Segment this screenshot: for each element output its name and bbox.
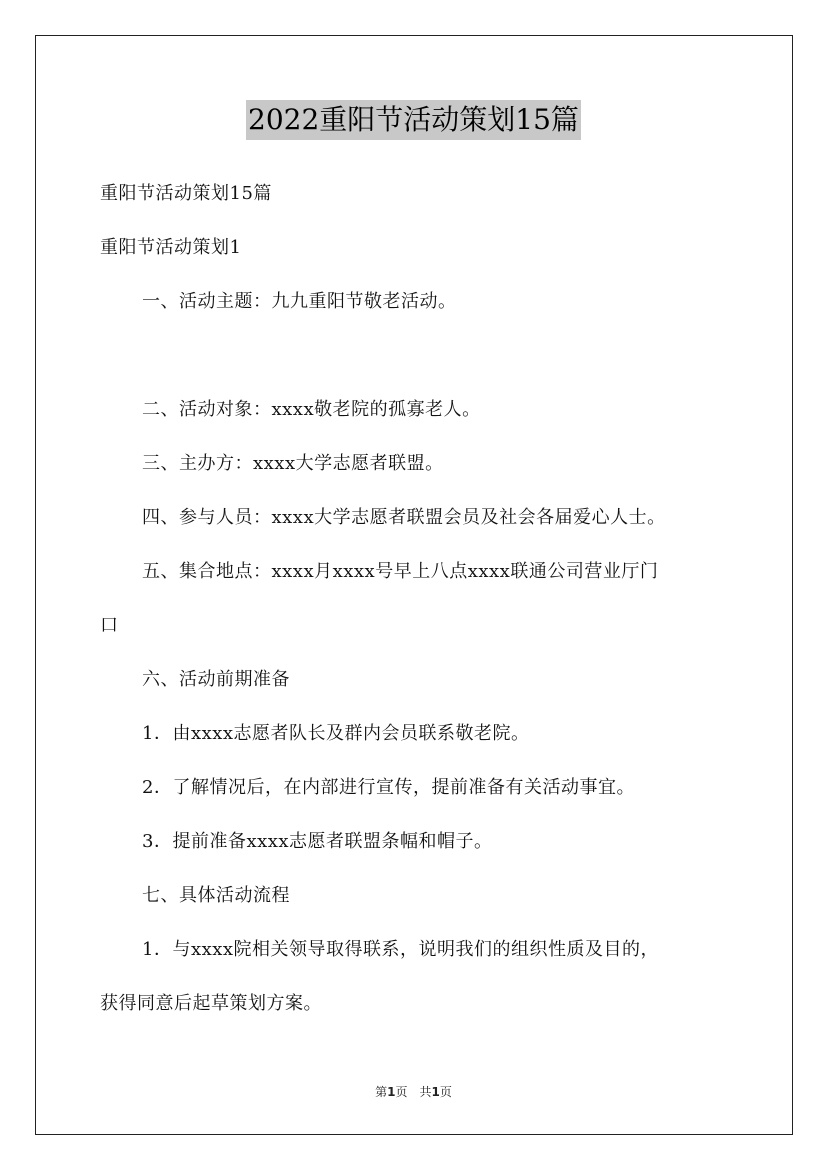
paragraph-prep-3: 3．提前准备xxxx志愿者联盟条幅和帽子。 bbox=[142, 831, 493, 852]
paragraph-prep-1: 1．由xxxx志愿者队长及群内会员联系敬老院。 bbox=[142, 723, 530, 744]
paragraph-prep-2: 2．了解情况后，在内部进行宣传，提前准备有关活动事宜。 bbox=[142, 777, 635, 798]
paragraph-process-heading: 七、具体活动流程 bbox=[142, 885, 290, 906]
paragraph-subtitle: 重阳节活动策划15篇 bbox=[100, 183, 272, 204]
document-title: 2022重阳节活动策划15篇 bbox=[246, 100, 581, 140]
document-title-wrap bbox=[0, 100, 827, 140]
paragraph-location-cont: 口 bbox=[100, 615, 119, 636]
footer-mid: 页 共 bbox=[395, 1085, 432, 1099]
page-footer bbox=[0, 1083, 827, 1100]
footer-suffix: 页 bbox=[439, 1085, 452, 1099]
paragraph-target: 二、活动对象：xxxx敬老院的孤寡老人。 bbox=[142, 399, 481, 420]
paragraph-preparation-heading: 六、活动前期准备 bbox=[142, 669, 290, 690]
footer-page-number: 1 bbox=[387, 1085, 396, 1099]
footer-prefix: 第 bbox=[375, 1085, 388, 1099]
footer-page-total: 1 bbox=[431, 1085, 440, 1099]
paragraph-process-1-cont: 获得同意后起草策划方案。 bbox=[100, 993, 322, 1014]
paragraph-section-heading: 重阳节活动策划1 bbox=[100, 237, 242, 258]
paragraph-organizer: 三、主办方：xxxx大学志愿者联盟。 bbox=[142, 453, 444, 474]
paragraph-process-1: 1．与xxxx院相关领导取得联系，说明我们的组织性质及目的， bbox=[142, 939, 660, 960]
paragraph-location: 五、集合地点：xxxx月xxxx号早上八点xxxx联通公司营业厅门 bbox=[142, 561, 659, 582]
paragraph-participants: 四、参与人员：xxxx大学志愿者联盟会员及社会各届爱心人士。 bbox=[142, 507, 666, 528]
paragraph-theme: 一、活动主题：九九重阳节敬老活动。 bbox=[142, 291, 457, 312]
